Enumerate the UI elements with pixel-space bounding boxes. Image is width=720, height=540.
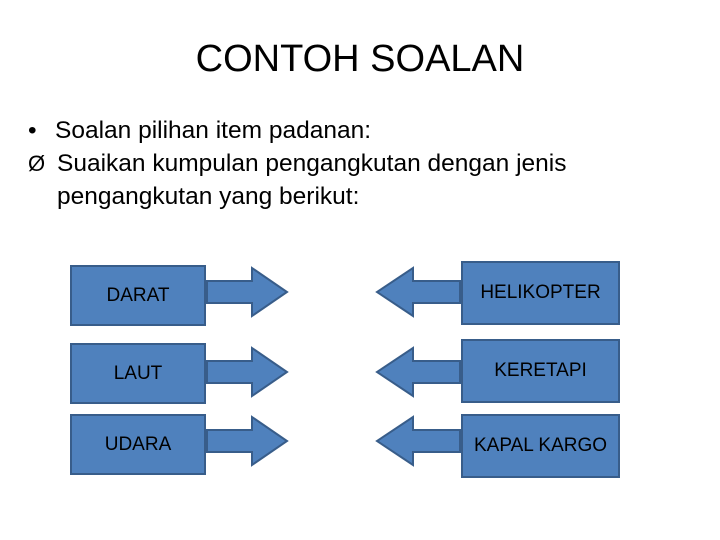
- right-arrow-icon: [207, 417, 287, 465]
- left-arrow-icon: [377, 348, 460, 396]
- bullet-text-line: pengangkutan yang berikut:: [57, 183, 360, 210]
- left-box-udara: UDARA: [70, 414, 206, 475]
- bullet-text: Soalan pilihan item padanan:: [55, 117, 372, 144]
- left-box-laut: LAUT: [70, 343, 206, 404]
- arrow-bullet-icon: Ø: [28, 151, 46, 176]
- left-arrow-icon: [377, 417, 460, 465]
- left-arrow-icon: [377, 268, 460, 316]
- bullet-text-line: Suaikan kumpulan pengangkutan dengan jenis: [57, 150, 567, 177]
- right-box-keretapi: KERETAPI: [461, 339, 620, 403]
- right-arrow-icon: [207, 348, 287, 396]
- left-box-darat: DARAT: [70, 265, 206, 326]
- bullet-dot-icon: •: [28, 117, 37, 144]
- page-title: CONTOH SOALAN: [195, 38, 525, 80]
- right-box-kapal-kargo: KAPAL KARGO: [461, 414, 620, 478]
- right-box-helikopter: HELIKOPTER: [461, 261, 620, 325]
- right-arrow-icon: [207, 268, 287, 316]
